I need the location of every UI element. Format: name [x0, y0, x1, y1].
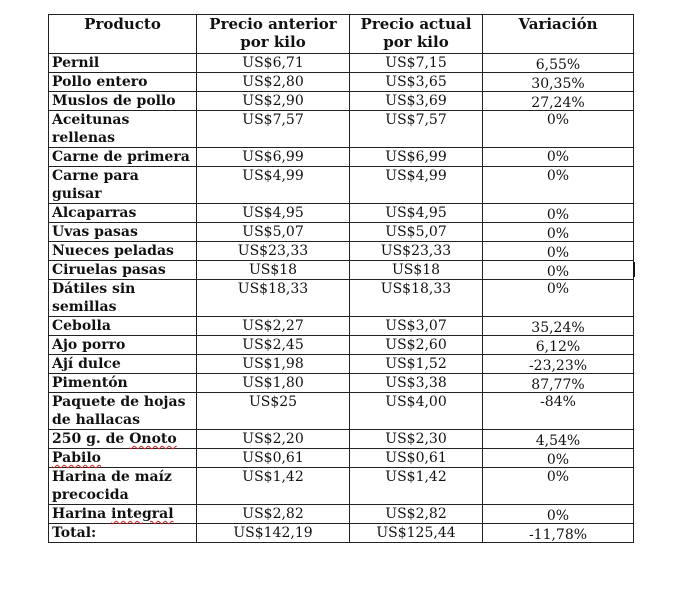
table-row: [49, 374, 634, 393]
cell-variacion: [483, 336, 634, 355]
variacion-value: 0%: [546, 452, 570, 468]
cell-precio-actual: US$125,44: [350, 524, 483, 543]
cell-precio-anterior: US$2,27: [197, 317, 350, 336]
cell-precio-actual: US$7,15: [350, 54, 483, 73]
cell-precio-anterior: US$2,20: [197, 430, 350, 449]
cell-precio-anterior: US$1,98: [197, 355, 350, 374]
cell-precio-anterior: US$142,19: [197, 524, 350, 543]
variacion-value: 0%: [546, 112, 570, 128]
variacion-value: -84%: [540, 394, 576, 410]
variacion-value: 0%: [546, 168, 570, 184]
cell-precio-actual: US$1,52: [350, 355, 483, 374]
cell-variacion: [483, 468, 634, 505]
cell-producto: Carne para guisar: [49, 167, 197, 204]
cell-precio-actual: US$0,61: [350, 449, 483, 468]
table-row: [49, 393, 634, 430]
cell-producto: Pabilo: [49, 449, 197, 468]
cell-producto: Muslos de pollo: [49, 92, 197, 111]
cell-variacion: [483, 355, 634, 374]
cell-precio-actual: US$2,60: [350, 336, 483, 355]
variacion-value: 0%: [546, 149, 570, 165]
cell-producto: Paquete de hojas de hallacas: [49, 393, 197, 430]
cell-variacion: [483, 449, 634, 468]
cell-precio-actual: US$18,33: [350, 280, 483, 317]
cell-variacion: [483, 524, 634, 543]
table-row: [49, 223, 634, 242]
cell-precio-actual: US$18: [350, 261, 483, 280]
cell-precio-actual: US$3,07: [350, 317, 483, 336]
header-precio-actual: Precio actual por kilo: [350, 15, 483, 54]
cell-variacion: [483, 242, 634, 261]
cell-producto: Harina de maíz precocida: [49, 468, 197, 505]
cell-precio-anterior: US$6,71: [197, 54, 350, 73]
variacion-value: 0%: [546, 245, 570, 261]
cell-producto: Pollo entero: [49, 73, 197, 92]
cell-precio-anterior: US$25: [197, 393, 350, 430]
table-row: [49, 261, 634, 280]
cell-variacion: [483, 204, 634, 223]
cell-producto: Uvas pasas: [49, 223, 197, 242]
cell-precio-anterior: US$18: [197, 261, 350, 280]
text-cursor: [633, 262, 635, 277]
cell-variacion: [483, 111, 634, 148]
cell-precio-anterior: US$1,80: [197, 374, 350, 393]
cell-producto: Harina integral: [49, 505, 197, 524]
cell-precio-anterior: US$2,80: [197, 73, 350, 92]
cell-precio-actual: US$4,00: [350, 393, 483, 430]
cell-precio-actual: US$3,69: [350, 92, 483, 111]
cell-precio-actual: US$3,65: [350, 73, 483, 92]
table-row: [49, 148, 634, 167]
variacion-value: 0%: [546, 281, 570, 297]
variacion-value: 0%: [546, 226, 570, 242]
cell-variacion: [483, 505, 634, 524]
cell-precio-anterior: US$0,61: [197, 449, 350, 468]
cell-precio-anterior: US$2,90: [197, 92, 350, 111]
cell-variacion: [483, 430, 634, 449]
cell-precio-actual: US$1,42: [350, 468, 483, 505]
cell-variacion: [483, 92, 634, 111]
header-precio-anterior: Precio anterior por kilo: [197, 15, 350, 54]
variacion-value: 0%: [546, 207, 570, 223]
price-table: [48, 14, 634, 543]
variacion-value: 30,35%: [531, 76, 585, 92]
cell-producto: 250 g. de Onoto: [49, 430, 197, 449]
cell-producto: Carne de primera: [49, 148, 197, 167]
table-row: [49, 204, 634, 223]
header-row: [49, 15, 634, 54]
table-row: [49, 280, 634, 317]
cell-precio-actual: US$23,33: [350, 242, 483, 261]
table-row: [49, 242, 634, 261]
variacion-value: 4,54%: [535, 433, 581, 449]
cell-producto: Cebolla: [49, 317, 197, 336]
cell-variacion: [483, 73, 634, 92]
cell-variacion: [483, 54, 634, 73]
header-variacion: Variación: [483, 15, 634, 54]
variacion-value: 0%: [546, 264, 570, 280]
cell-variacion: [483, 317, 634, 336]
cell-producto: Alcaparras: [49, 204, 197, 223]
cell-precio-actual: US$5,07: [350, 223, 483, 242]
cell-variacion: [483, 280, 634, 317]
cell-precio-actual: US$4,95: [350, 204, 483, 223]
table-row: [49, 73, 634, 92]
cell-precio-actual: US$6,99: [350, 148, 483, 167]
variacion-value: 35,24%: [531, 320, 585, 336]
cell-producto: Pernil: [49, 54, 197, 73]
cell-producto: Ciruelas pasas: [49, 261, 197, 280]
cell-precio-anterior: US$18,33: [197, 280, 350, 317]
variacion-value: 0%: [546, 508, 570, 524]
table-row: [49, 317, 634, 336]
cell-variacion: [483, 148, 634, 167]
table-row: [49, 336, 634, 355]
cell-variacion: [483, 223, 634, 242]
variacion-value: 27,24%: [531, 95, 585, 111]
table-body: [49, 54, 634, 543]
cell-variacion: [483, 261, 634, 280]
cell-precio-actual: US$2,82: [350, 505, 483, 524]
cell-producto: Dátiles sin semillas: [49, 280, 197, 317]
cell-precio-actual: US$3,38: [350, 374, 483, 393]
cell-precio-anterior: US$6,99: [197, 148, 350, 167]
table-row: [49, 92, 634, 111]
cell-producto: Nueces peladas: [49, 242, 197, 261]
cell-precio-anterior: US$4,99: [197, 167, 350, 204]
cell-precio-anterior: US$5,07: [197, 223, 350, 242]
cell-precio-anterior: US$23,33: [197, 242, 350, 261]
table-row: [49, 355, 634, 374]
variacion-value: 6,12%: [535, 339, 581, 355]
table-row: [49, 54, 634, 73]
cell-precio-anterior: US$2,45: [197, 336, 350, 355]
variacion-value: -23,23%: [528, 358, 588, 374]
cell-variacion: [483, 167, 634, 204]
cell-precio-anterior: US$7,57: [197, 111, 350, 148]
header-producto: Producto: [49, 15, 197, 54]
cell-precio-anterior: US$2,82: [197, 505, 350, 524]
cell-precio-actual: US$4,99: [350, 167, 483, 204]
cell-variacion: [483, 393, 634, 430]
variacion-value: -11,78%: [528, 527, 588, 543]
table-row: [49, 430, 634, 449]
cell-precio-anterior: US$4,95: [197, 204, 350, 223]
cell-precio-actual: US$7,57: [350, 111, 483, 148]
table-row: [49, 449, 634, 468]
cell-producto: Ajo porro: [49, 336, 197, 355]
variacion-value: 0%: [546, 469, 570, 485]
variacion-value: 87,77%: [531, 377, 585, 393]
table-row: [49, 111, 634, 148]
cell-producto: Ají dulce: [49, 355, 197, 374]
total-row: [49, 524, 634, 543]
table-row: [49, 167, 634, 204]
table-row: [49, 505, 634, 524]
variacion-value: 6,55%: [535, 57, 581, 73]
cell-producto: Total:: [49, 524, 197, 543]
cell-producto: Aceitunas rellenas: [49, 111, 197, 148]
cell-producto: Pimentón: [49, 374, 197, 393]
cell-precio-anterior: US$1,42: [197, 468, 350, 505]
cell-precio-actual: US$2,30: [350, 430, 483, 449]
cell-variacion: [483, 374, 634, 393]
table-row: [49, 468, 634, 505]
